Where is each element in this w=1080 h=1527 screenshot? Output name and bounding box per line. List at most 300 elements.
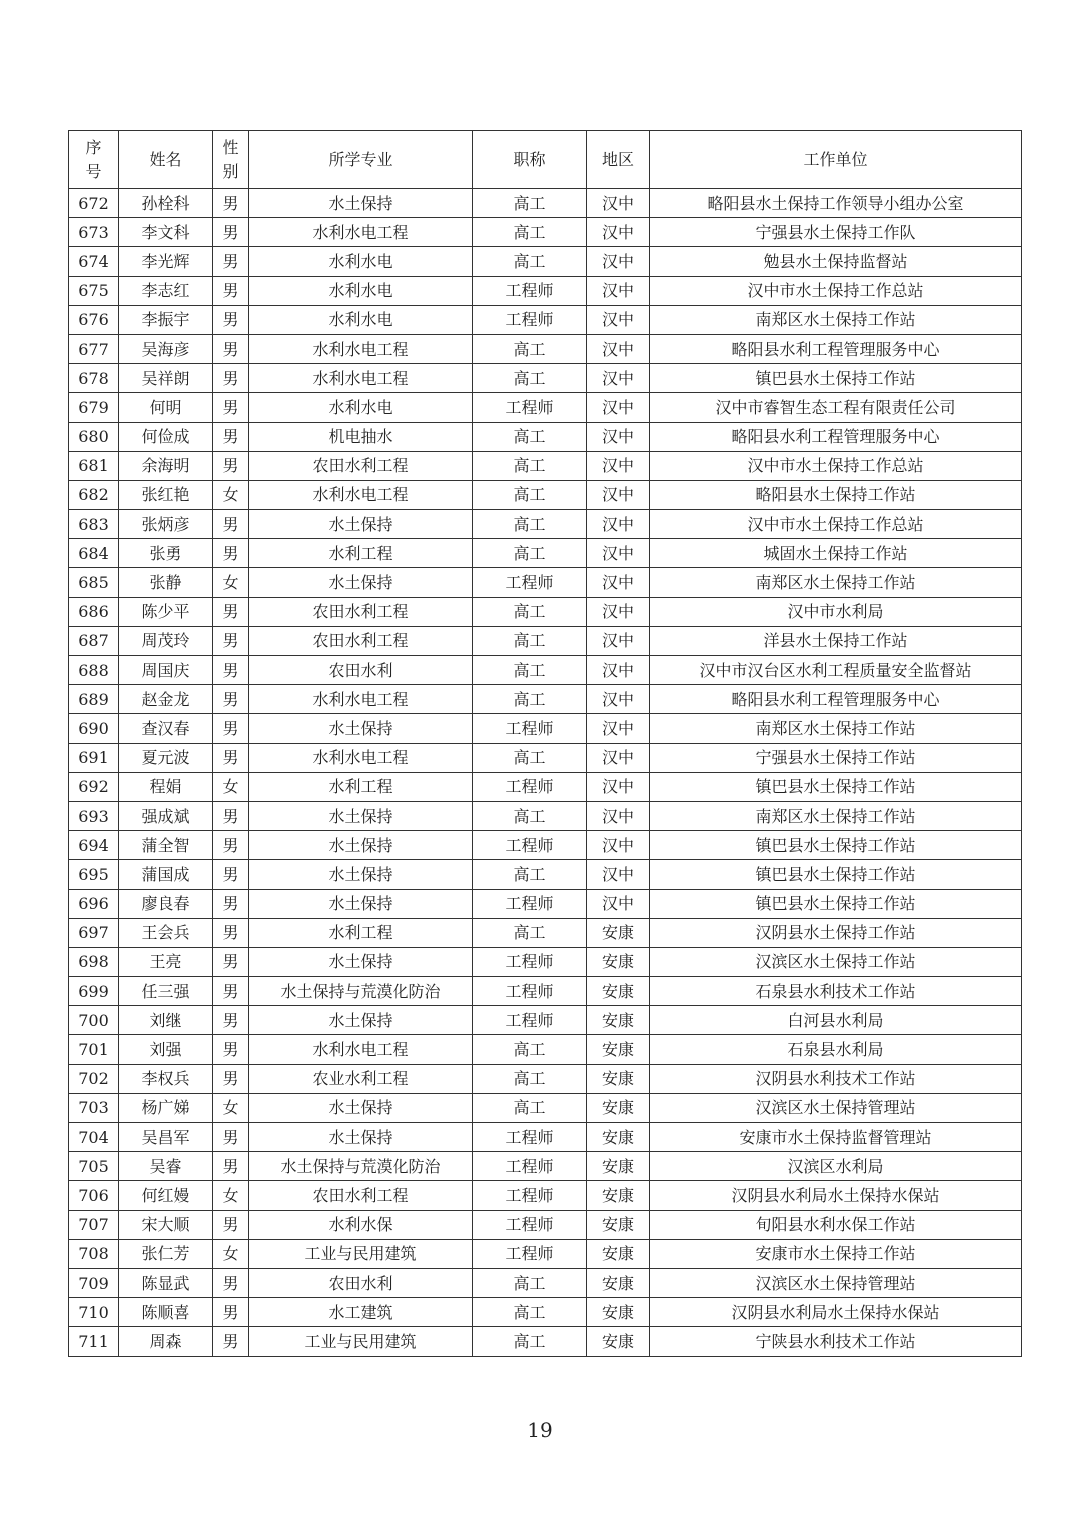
header-employer: 工作单位 bbox=[650, 131, 1022, 189]
cell-seq: 679 bbox=[69, 393, 119, 422]
cell-title: 工程师 bbox=[473, 947, 587, 976]
cell-gender: 女 bbox=[213, 480, 249, 509]
table-row bbox=[69, 743, 1022, 772]
cell-name: 周茂玲 bbox=[119, 626, 213, 655]
cell-title: 高工 bbox=[473, 218, 587, 247]
cell-name: 吴海彦 bbox=[119, 334, 213, 363]
cell-name: 李志红 bbox=[119, 276, 213, 305]
cell-gender: 女 bbox=[213, 1181, 249, 1210]
cell-major: 农田水利工程 bbox=[249, 597, 473, 626]
cell-title: 高工 bbox=[473, 597, 587, 626]
cell-region: 汉中 bbox=[587, 889, 650, 918]
cell-major: 水土保持 bbox=[249, 510, 473, 539]
cell-seq: 709 bbox=[69, 1268, 119, 1297]
cell-employer: 镇巴县水土保持工作站 bbox=[650, 364, 1022, 393]
cell-name: 张红艳 bbox=[119, 480, 213, 509]
cell-seq: 682 bbox=[69, 480, 119, 509]
cell-title: 工程师 bbox=[473, 568, 587, 597]
cell-employer: 汉中市汉台区水利工程质量安全监督站 bbox=[650, 656, 1022, 685]
cell-title: 高工 bbox=[473, 539, 587, 568]
cell-title: 高工 bbox=[473, 247, 587, 276]
cell-employer: 镇巴县水土保持工作站 bbox=[650, 831, 1022, 860]
cell-employer: 镇巴县水土保持工作站 bbox=[650, 860, 1022, 889]
table-row bbox=[69, 451, 1022, 480]
cell-employer: 汉阴县水利局水土保持水保站 bbox=[650, 1298, 1022, 1327]
cell-title: 高工 bbox=[473, 1268, 587, 1297]
table-row bbox=[69, 947, 1022, 976]
header-seq: 序号 bbox=[69, 131, 119, 189]
cell-region: 汉中 bbox=[587, 831, 650, 860]
table-row bbox=[69, 334, 1022, 363]
cell-employer: 南郑区水土保持工作站 bbox=[650, 801, 1022, 830]
cell-gender: 男 bbox=[213, 1210, 249, 1239]
cell-name: 陈显武 bbox=[119, 1268, 213, 1297]
cell-gender: 男 bbox=[213, 831, 249, 860]
cell-gender: 女 bbox=[213, 1239, 249, 1268]
cell-seq: 677 bbox=[69, 334, 119, 363]
cell-major: 水利水电工程 bbox=[249, 364, 473, 393]
cell-employer: 汉中市水利局 bbox=[650, 597, 1022, 626]
cell-title: 工程师 bbox=[473, 276, 587, 305]
header-row bbox=[69, 131, 1022, 189]
cell-region: 汉中 bbox=[587, 568, 650, 597]
cell-title: 工程师 bbox=[473, 889, 587, 918]
cell-gender: 男 bbox=[213, 714, 249, 743]
table-row bbox=[69, 1181, 1022, 1210]
cell-employer: 石泉县水利技术工作站 bbox=[650, 977, 1022, 1006]
cell-employer: 略阳县水利工程管理服务中心 bbox=[650, 422, 1022, 451]
cell-seq: 692 bbox=[69, 772, 119, 801]
cell-region: 安康 bbox=[587, 1064, 650, 1093]
cell-seq: 685 bbox=[69, 568, 119, 597]
cell-title: 工程师 bbox=[473, 977, 587, 1006]
cell-gender: 男 bbox=[213, 189, 249, 218]
cell-employer: 安康市水土保持工作站 bbox=[650, 1239, 1022, 1268]
cell-major: 水利工程 bbox=[249, 772, 473, 801]
cell-employer: 宁强县水土保持工作队 bbox=[650, 218, 1022, 247]
cell-seq: 675 bbox=[69, 276, 119, 305]
cell-name: 何俭成 bbox=[119, 422, 213, 451]
cell-gender: 女 bbox=[213, 1093, 249, 1122]
cell-name: 刘强 bbox=[119, 1035, 213, 1064]
cell-employer: 宁强县水土保持工作站 bbox=[650, 743, 1022, 772]
cell-seq: 701 bbox=[69, 1035, 119, 1064]
cell-gender: 男 bbox=[213, 1268, 249, 1297]
cell-seq: 710 bbox=[69, 1298, 119, 1327]
cell-gender: 男 bbox=[213, 1035, 249, 1064]
cell-title: 工程师 bbox=[473, 1239, 587, 1268]
cell-seq: 680 bbox=[69, 422, 119, 451]
cell-title: 工程师 bbox=[473, 1210, 587, 1239]
cell-title: 高工 bbox=[473, 801, 587, 830]
cell-region: 汉中 bbox=[587, 189, 650, 218]
cell-gender: 男 bbox=[213, 1123, 249, 1152]
cell-gender: 男 bbox=[213, 1152, 249, 1181]
cell-major: 农田水利工程 bbox=[249, 1181, 473, 1210]
cell-major: 水利水电工程 bbox=[249, 334, 473, 363]
page-number: 19 bbox=[527, 1418, 553, 1442]
cell-major: 水利水电 bbox=[249, 247, 473, 276]
table-row bbox=[69, 568, 1022, 597]
cell-employer: 略阳县水利工程管理服务中心 bbox=[650, 685, 1022, 714]
cell-employer: 汉滨区水土保持管理站 bbox=[650, 1093, 1022, 1122]
cell-major: 农田水利 bbox=[249, 1268, 473, 1297]
table-row bbox=[69, 977, 1022, 1006]
cell-gender: 男 bbox=[213, 626, 249, 655]
table-row bbox=[69, 860, 1022, 889]
cell-region: 安康 bbox=[587, 1210, 650, 1239]
cell-seq: 696 bbox=[69, 889, 119, 918]
cell-gender: 女 bbox=[213, 772, 249, 801]
cell-name: 李文科 bbox=[119, 218, 213, 247]
cell-employer: 城固水土保持工作站 bbox=[650, 539, 1022, 568]
cell-seq: 705 bbox=[69, 1152, 119, 1181]
cell-gender: 男 bbox=[213, 1298, 249, 1327]
cell-gender: 男 bbox=[213, 539, 249, 568]
cell-name: 宋大顺 bbox=[119, 1210, 213, 1239]
cell-seq: 684 bbox=[69, 539, 119, 568]
cell-gender: 男 bbox=[213, 247, 249, 276]
cell-name: 陈少平 bbox=[119, 597, 213, 626]
cell-title: 工程师 bbox=[473, 772, 587, 801]
table-row bbox=[69, 889, 1022, 918]
cell-gender: 男 bbox=[213, 305, 249, 334]
cell-region: 汉中 bbox=[587, 801, 650, 830]
cell-name: 李光辉 bbox=[119, 247, 213, 276]
cell-title: 高工 bbox=[473, 422, 587, 451]
cell-title: 高工 bbox=[473, 860, 587, 889]
cell-title: 高工 bbox=[473, 1093, 587, 1122]
cell-region: 汉中 bbox=[587, 772, 650, 801]
cell-region: 汉中 bbox=[587, 510, 650, 539]
table-row bbox=[69, 1210, 1022, 1239]
cell-name: 廖良春 bbox=[119, 889, 213, 918]
cell-region: 汉中 bbox=[587, 247, 650, 276]
cell-region: 安康 bbox=[587, 1006, 650, 1035]
cell-seq: 690 bbox=[69, 714, 119, 743]
cell-title: 工程师 bbox=[473, 1181, 587, 1210]
cell-major: 水土保持 bbox=[249, 1006, 473, 1035]
cell-major: 水土保持 bbox=[249, 189, 473, 218]
cell-name: 张勇 bbox=[119, 539, 213, 568]
header-title: 职称 bbox=[473, 131, 587, 189]
cell-major: 水土保持 bbox=[249, 831, 473, 860]
cell-major: 水利水保 bbox=[249, 1210, 473, 1239]
cell-employer: 汉中市水土保持工作总站 bbox=[650, 451, 1022, 480]
table-row bbox=[69, 801, 1022, 830]
table-row bbox=[69, 772, 1022, 801]
table-row bbox=[69, 714, 1022, 743]
cell-seq: 681 bbox=[69, 451, 119, 480]
cell-major: 水利水电 bbox=[249, 393, 473, 422]
cell-name: 杨广娣 bbox=[119, 1093, 213, 1122]
cell-region: 汉中 bbox=[587, 743, 650, 772]
cell-employer: 略阳县水土保持工作站 bbox=[650, 480, 1022, 509]
cell-region: 安康 bbox=[587, 1298, 650, 1327]
cell-major: 水工建筑 bbox=[249, 1298, 473, 1327]
cell-name: 王亮 bbox=[119, 947, 213, 976]
cell-title: 高工 bbox=[473, 656, 587, 685]
cell-name: 张炳彦 bbox=[119, 510, 213, 539]
cell-title: 高工 bbox=[473, 364, 587, 393]
table-row bbox=[69, 480, 1022, 509]
cell-title: 高工 bbox=[473, 918, 587, 947]
cell-seq: 678 bbox=[69, 364, 119, 393]
cell-region: 安康 bbox=[587, 947, 650, 976]
cell-seq: 676 bbox=[69, 305, 119, 334]
cell-gender: 男 bbox=[213, 1064, 249, 1093]
cell-region: 汉中 bbox=[587, 364, 650, 393]
cell-region: 汉中 bbox=[587, 334, 650, 363]
cell-seq: 687 bbox=[69, 626, 119, 655]
cell-major: 机电抽水 bbox=[249, 422, 473, 451]
cell-name: 余海明 bbox=[119, 451, 213, 480]
cell-gender: 男 bbox=[213, 218, 249, 247]
cell-major: 农业水利工程 bbox=[249, 1064, 473, 1093]
cell-employer: 镇巴县水土保持工作站 bbox=[650, 889, 1022, 918]
cell-major: 农田水利 bbox=[249, 656, 473, 685]
cell-employer: 南郑区水土保持工作站 bbox=[650, 568, 1022, 597]
cell-gender: 男 bbox=[213, 977, 249, 1006]
cell-name: 强成斌 bbox=[119, 801, 213, 830]
cell-region: 汉中 bbox=[587, 860, 650, 889]
cell-region: 安康 bbox=[587, 918, 650, 947]
cell-seq: 697 bbox=[69, 918, 119, 947]
cell-region: 安康 bbox=[587, 1327, 650, 1356]
cell-name: 任三强 bbox=[119, 977, 213, 1006]
cell-major: 水利水电工程 bbox=[249, 218, 473, 247]
cell-employer: 石泉县水利局 bbox=[650, 1035, 1022, 1064]
table-row bbox=[69, 218, 1022, 247]
cell-major: 水利工程 bbox=[249, 918, 473, 947]
cell-name: 何红嫚 bbox=[119, 1181, 213, 1210]
cell-employer: 汉滨区水利局 bbox=[650, 1152, 1022, 1181]
cell-seq: 707 bbox=[69, 1210, 119, 1239]
cell-gender: 女 bbox=[213, 568, 249, 597]
cell-region: 安康 bbox=[587, 977, 650, 1006]
table-row bbox=[69, 1035, 1022, 1064]
cell-gender: 男 bbox=[213, 597, 249, 626]
cell-name: 孙栓科 bbox=[119, 189, 213, 218]
table-row bbox=[69, 597, 1022, 626]
table-row bbox=[69, 189, 1022, 218]
cell-employer: 汉阴县水利局水土保持水保站 bbox=[650, 1181, 1022, 1210]
cell-region: 安康 bbox=[587, 1239, 650, 1268]
cell-employer: 略阳县水利工程管理服务中心 bbox=[650, 334, 1022, 363]
cell-gender: 男 bbox=[213, 510, 249, 539]
cell-major: 水土保持 bbox=[249, 1123, 473, 1152]
cell-gender: 男 bbox=[213, 656, 249, 685]
cell-title: 高工 bbox=[473, 510, 587, 539]
cell-name: 吴昌军 bbox=[119, 1123, 213, 1152]
cell-employer: 汉中市睿智生态工程有限责任公司 bbox=[650, 393, 1022, 422]
cell-gender: 男 bbox=[213, 918, 249, 947]
table-row bbox=[69, 656, 1022, 685]
cell-seq: 688 bbox=[69, 656, 119, 685]
cell-seq: 703 bbox=[69, 1093, 119, 1122]
cell-major: 水土保持 bbox=[249, 889, 473, 918]
cell-title: 高工 bbox=[473, 743, 587, 772]
cell-major: 水土保持与荒漠化防治 bbox=[249, 1152, 473, 1181]
cell-name: 蒲全智 bbox=[119, 831, 213, 860]
cell-region: 汉中 bbox=[587, 276, 650, 305]
cell-employer: 旬阳县水利水保工作站 bbox=[650, 1210, 1022, 1239]
table-row bbox=[69, 539, 1022, 568]
cell-name: 李权兵 bbox=[119, 1064, 213, 1093]
table-row bbox=[69, 1152, 1022, 1181]
cell-employer: 汉阴县水利技术工作站 bbox=[650, 1064, 1022, 1093]
cell-major: 水土保持 bbox=[249, 568, 473, 597]
table-row bbox=[69, 831, 1022, 860]
cell-region: 安康 bbox=[587, 1035, 650, 1064]
cell-title: 高工 bbox=[473, 1298, 587, 1327]
cell-region: 汉中 bbox=[587, 480, 650, 509]
table-row bbox=[69, 1268, 1022, 1297]
table-row bbox=[69, 685, 1022, 714]
cell-gender: 男 bbox=[213, 393, 249, 422]
cell-seq: 674 bbox=[69, 247, 119, 276]
cell-name: 吴祥朗 bbox=[119, 364, 213, 393]
cell-region: 安康 bbox=[587, 1123, 650, 1152]
cell-region: 安康 bbox=[587, 1268, 650, 1297]
cell-gender: 男 bbox=[213, 860, 249, 889]
cell-major: 水利水电工程 bbox=[249, 480, 473, 509]
cell-seq: 711 bbox=[69, 1327, 119, 1356]
cell-name: 赵金龙 bbox=[119, 685, 213, 714]
cell-major: 水土保持 bbox=[249, 947, 473, 976]
cell-major: 水利工程 bbox=[249, 539, 473, 568]
table-row bbox=[69, 1006, 1022, 1035]
cell-seq: 686 bbox=[69, 597, 119, 626]
cell-major: 水利水电工程 bbox=[249, 685, 473, 714]
cell-title: 高工 bbox=[473, 451, 587, 480]
cell-seq: 699 bbox=[69, 977, 119, 1006]
cell-employer: 南郑区水土保持工作站 bbox=[650, 714, 1022, 743]
cell-seq: 672 bbox=[69, 189, 119, 218]
cell-region: 安康 bbox=[587, 1181, 650, 1210]
cell-major: 水土保持 bbox=[249, 801, 473, 830]
cell-title: 工程师 bbox=[473, 714, 587, 743]
cell-title: 工程师 bbox=[473, 831, 587, 860]
table-row bbox=[69, 305, 1022, 334]
cell-name: 夏元波 bbox=[119, 743, 213, 772]
cell-seq: 700 bbox=[69, 1006, 119, 1035]
cell-title: 工程师 bbox=[473, 393, 587, 422]
cell-seq: 708 bbox=[69, 1239, 119, 1268]
cell-major: 水利水电工程 bbox=[249, 1035, 473, 1064]
cell-employer: 白河县水利局 bbox=[650, 1006, 1022, 1035]
table-row bbox=[69, 247, 1022, 276]
cell-region: 汉中 bbox=[587, 685, 650, 714]
cell-employer: 宁陕县水利技术工作站 bbox=[650, 1327, 1022, 1356]
cell-employer: 安康市水土保持监督管理站 bbox=[650, 1123, 1022, 1152]
cell-name: 刘继 bbox=[119, 1006, 213, 1035]
cell-employer: 汉阴县水土保持工作站 bbox=[650, 918, 1022, 947]
cell-gender: 男 bbox=[213, 422, 249, 451]
cell-title: 高工 bbox=[473, 480, 587, 509]
cell-major: 农田水利工程 bbox=[249, 451, 473, 480]
cell-employer: 汉中市水土保持工作总站 bbox=[650, 510, 1022, 539]
cell-seq: 704 bbox=[69, 1123, 119, 1152]
cell-seq: 673 bbox=[69, 218, 119, 247]
cell-name: 张静 bbox=[119, 568, 213, 597]
cell-name: 何明 bbox=[119, 393, 213, 422]
cell-title: 工程师 bbox=[473, 1123, 587, 1152]
cell-region: 安康 bbox=[587, 1093, 650, 1122]
cell-title: 工程师 bbox=[473, 1006, 587, 1035]
table-row bbox=[69, 422, 1022, 451]
cell-name: 周国庆 bbox=[119, 656, 213, 685]
cell-name: 张仁芳 bbox=[119, 1239, 213, 1268]
table-row bbox=[69, 510, 1022, 539]
cell-employer: 镇巴县水土保持工作站 bbox=[650, 772, 1022, 801]
table-row bbox=[69, 1064, 1022, 1093]
cell-name: 程娟 bbox=[119, 772, 213, 801]
cell-name: 查汉春 bbox=[119, 714, 213, 743]
table-row bbox=[69, 1123, 1022, 1152]
cell-gender: 男 bbox=[213, 889, 249, 918]
cell-title: 工程师 bbox=[473, 305, 587, 334]
cell-employer: 南郑区水土保持工作站 bbox=[650, 305, 1022, 334]
cell-major: 水利水电 bbox=[249, 305, 473, 334]
cell-name: 周森 bbox=[119, 1327, 213, 1356]
cell-region: 汉中 bbox=[587, 539, 650, 568]
header-name: 姓名 bbox=[119, 131, 213, 189]
cell-major: 水土保持 bbox=[249, 860, 473, 889]
cell-major: 工业与民用建筑 bbox=[249, 1239, 473, 1268]
cell-name: 蒲国成 bbox=[119, 860, 213, 889]
cell-major: 水土保持 bbox=[249, 1093, 473, 1122]
cell-seq: 702 bbox=[69, 1064, 119, 1093]
cell-major: 水利水电工程 bbox=[249, 743, 473, 772]
cell-major: 农田水利工程 bbox=[249, 626, 473, 655]
table-row bbox=[69, 276, 1022, 305]
header-gender: 性别 bbox=[213, 131, 249, 189]
header-major: 所学专业 bbox=[249, 131, 473, 189]
table-row bbox=[69, 626, 1022, 655]
cell-title: 工程师 bbox=[473, 1152, 587, 1181]
cell-title: 高工 bbox=[473, 1327, 587, 1356]
cell-region: 汉中 bbox=[587, 656, 650, 685]
cell-gender: 男 bbox=[213, 685, 249, 714]
cell-seq: 693 bbox=[69, 801, 119, 830]
cell-region: 汉中 bbox=[587, 597, 650, 626]
cell-seq: 695 bbox=[69, 860, 119, 889]
table-row bbox=[69, 1327, 1022, 1356]
cell-seq: 683 bbox=[69, 510, 119, 539]
cell-title: 高工 bbox=[473, 626, 587, 655]
cell-major: 水土保持与荒漠化防治 bbox=[249, 977, 473, 1006]
cell-gender: 男 bbox=[213, 801, 249, 830]
cell-name: 李振宇 bbox=[119, 305, 213, 334]
cell-major: 水土保持 bbox=[249, 714, 473, 743]
cell-region: 安康 bbox=[587, 1152, 650, 1181]
cell-gender: 男 bbox=[213, 334, 249, 363]
table-row bbox=[69, 1093, 1022, 1122]
cell-gender: 男 bbox=[213, 364, 249, 393]
cell-region: 汉中 bbox=[587, 422, 650, 451]
cell-employer: 汉滨区水土保持工作站 bbox=[650, 947, 1022, 976]
cell-employer: 洋县水土保持工作站 bbox=[650, 626, 1022, 655]
table-row bbox=[69, 393, 1022, 422]
cell-seq: 694 bbox=[69, 831, 119, 860]
cell-employer: 汉中市水土保持工作总站 bbox=[650, 276, 1022, 305]
cell-name: 陈顺喜 bbox=[119, 1298, 213, 1327]
cell-gender: 男 bbox=[213, 947, 249, 976]
cell-major: 工业与民用建筑 bbox=[249, 1327, 473, 1356]
cell-gender: 男 bbox=[213, 276, 249, 305]
cell-region: 汉中 bbox=[587, 714, 650, 743]
